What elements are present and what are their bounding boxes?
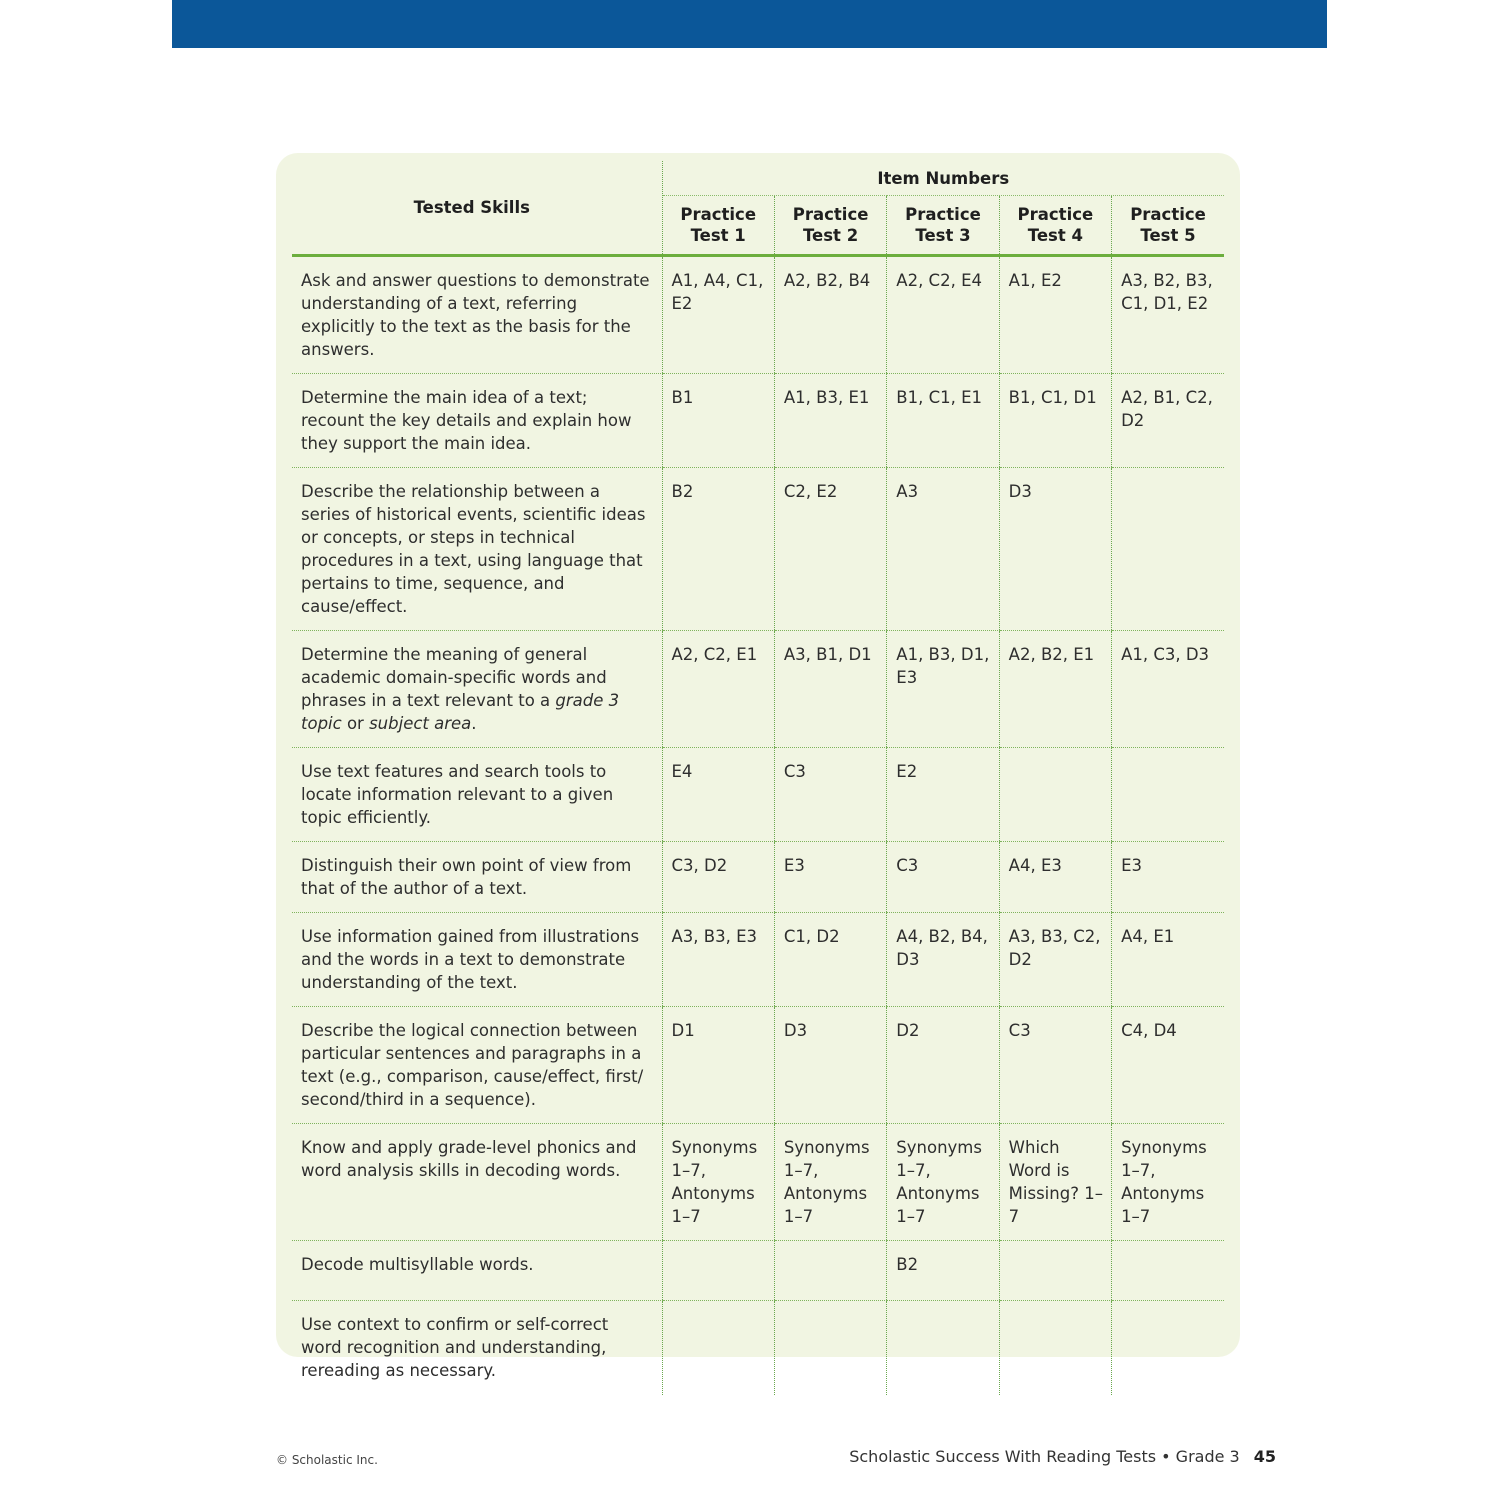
item-cell <box>999 748 1111 842</box>
copyright-notice: © Scholastic Inc. <box>276 1453 378 1467</box>
book-title: Scholastic Success With Reading Tests • Grade 3 <box>849 1447 1240 1466</box>
skill-cell: Describe the logical connection between particular sentences and paragraphs in a text (e.g., comparison, cause/effect, first/ second/third in a sequence). <box>292 1007 662 1124</box>
item-cell: B2 <box>662 468 774 631</box>
skill-cell: Use context to confirm or self-correct word recognition and understanding, rereading as necessary. <box>301 1315 609 1380</box>
item-cell: C3 <box>887 842 999 913</box>
table-row <box>292 1241 1224 1301</box>
item-cell: A3, B2, B3, C1, D1, E2 <box>1112 256 1224 374</box>
table-row <box>292 913 1224 1007</box>
item-cell: B1 <box>662 374 774 468</box>
item-cell: A3, B3, E3 <box>662 913 774 1007</box>
header-practice-test-1: Practice Test 1 <box>662 196 774 256</box>
item-cell <box>662 1241 774 1301</box>
page-number: 45 <box>1253 1447 1276 1466</box>
skill-cell: Determine the meaning of general academic domain-specific words and phrases in a text relevant to a grade 3 topic or subject area. <box>292 631 662 748</box>
item-cell: C2, E2 <box>774 468 886 631</box>
item-cell: A3, B1, D1 <box>774 631 886 748</box>
item-cell <box>999 1301 1111 1395</box>
table-row <box>292 1301 1224 1395</box>
item-cell: A2, C2, E4 <box>887 256 999 374</box>
item-cell <box>774 1301 886 1395</box>
table-row <box>292 1124 1224 1241</box>
item-cell <box>887 1301 999 1395</box>
header-practice-test-4: Practice Test 4 <box>999 196 1111 256</box>
header-practice-test-3: Practice Test 3 <box>887 196 999 256</box>
item-cell <box>1112 1241 1224 1301</box>
item-cell: E2 <box>887 748 999 842</box>
item-cell: A1, B3, E1 <box>774 374 886 468</box>
skill-cell: Ask and answer questions to demonstrate understanding of a text, referring explicitly to the text as the basis for the answers. <box>292 256 662 374</box>
item-cell: D3 <box>774 1007 886 1124</box>
skill-cell: Distinguish their own point of view from that of the author of a text. <box>292 842 662 913</box>
item-cell: A4, E3 <box>999 842 1111 913</box>
header-practice-test-5: Practice Test 5 <box>1112 196 1224 256</box>
top-banner <box>172 0 1327 48</box>
item-cell: A4, E1 <box>1112 913 1224 1007</box>
item-cell: Synonyms 1–7, Antonyms 1–7 <box>774 1124 886 1241</box>
item-cell: C4, D4 <box>1112 1007 1224 1124</box>
item-cell <box>662 1301 774 1395</box>
item-cell: B1, C1, D1 <box>999 374 1111 468</box>
item-cell: E3 <box>774 842 886 913</box>
item-cell: A1, C3, D3 <box>1112 631 1224 748</box>
item-cell: A1, B3, D1, E3 <box>887 631 999 748</box>
item-cell <box>1112 748 1224 842</box>
item-cell: Synonyms 1–7, Antonyms 1–7 <box>1112 1124 1224 1241</box>
skill-cell: Use information gained from illustrations and the words in a text to demonstrate understanding of the text. <box>292 913 662 1007</box>
table-row <box>292 256 1224 374</box>
item-cell: Synonyms 1–7, Antonyms 1–7 <box>887 1124 999 1241</box>
item-cell <box>999 1241 1111 1301</box>
header-tested-skills: Tested Skills <box>292 161 662 256</box>
item-cell: C1, D2 <box>774 913 886 1007</box>
item-cell: A1, E2 <box>999 256 1111 374</box>
item-cell: A1, A4, C1, E2 <box>662 256 774 374</box>
table-row <box>292 374 1224 468</box>
skill-cell: Decode multisyllable words. <box>292 1241 662 1301</box>
item-cell: B1, C1, E1 <box>887 374 999 468</box>
item-cell: E4 <box>662 748 774 842</box>
item-cell: D1 <box>662 1007 774 1124</box>
table-row <box>292 748 1224 842</box>
header-item-numbers: Item Numbers <box>662 161 1224 196</box>
item-cell: D2 <box>887 1007 999 1124</box>
item-cell <box>1112 468 1224 631</box>
header-practice-test-2: Practice Test 2 <box>774 196 886 256</box>
skill-cell: Describe the relationship between a series of historical events, scientific ideas or concepts, or steps in technical procedures in a text, using language that pertains to time, sequence, and cause/effect. <box>292 468 662 631</box>
item-cell <box>1112 1301 1224 1395</box>
skills-table <box>292 161 1224 1395</box>
skill-cell: Use text features and search tools to locate information relevant to a given topic efficiently. <box>292 748 662 842</box>
item-cell: A2, B1, C2, D2 <box>1112 374 1224 468</box>
item-cell <box>774 1241 886 1301</box>
item-cell: C3, D2 <box>662 842 774 913</box>
table-row <box>292 631 1224 748</box>
item-cell: Which Word is Missing? 1–7 <box>999 1124 1111 1241</box>
page-footer <box>849 1447 1276 1466</box>
skill-cell: Know and apply grade-level phonics and word analysis skills in decoding words. <box>292 1124 662 1241</box>
item-cell: A2, C2, E1 <box>662 631 774 748</box>
item-cell: D3 <box>999 468 1111 631</box>
item-cell: A2, B2, B4 <box>774 256 886 374</box>
item-cell: C3 <box>999 1007 1111 1124</box>
item-cell: Synonyms 1–7, Antonyms 1–7 <box>662 1124 774 1241</box>
skill-cell: Determine the main idea of a text; recount the key details and explain how they support the main idea. <box>292 374 662 468</box>
item-cell: A3, B3, C2, D2 <box>999 913 1111 1007</box>
item-cell: A2, B2, E1 <box>999 631 1111 748</box>
item-cell: C3 <box>774 748 886 842</box>
item-cell: A4, B2, B4, D3 <box>887 913 999 1007</box>
table-row <box>292 842 1224 913</box>
item-cell: B2 <box>887 1241 999 1301</box>
table-row <box>292 1007 1224 1124</box>
item-cell: A3 <box>887 468 999 631</box>
table-row <box>292 468 1224 631</box>
item-cell: E3 <box>1112 842 1224 913</box>
